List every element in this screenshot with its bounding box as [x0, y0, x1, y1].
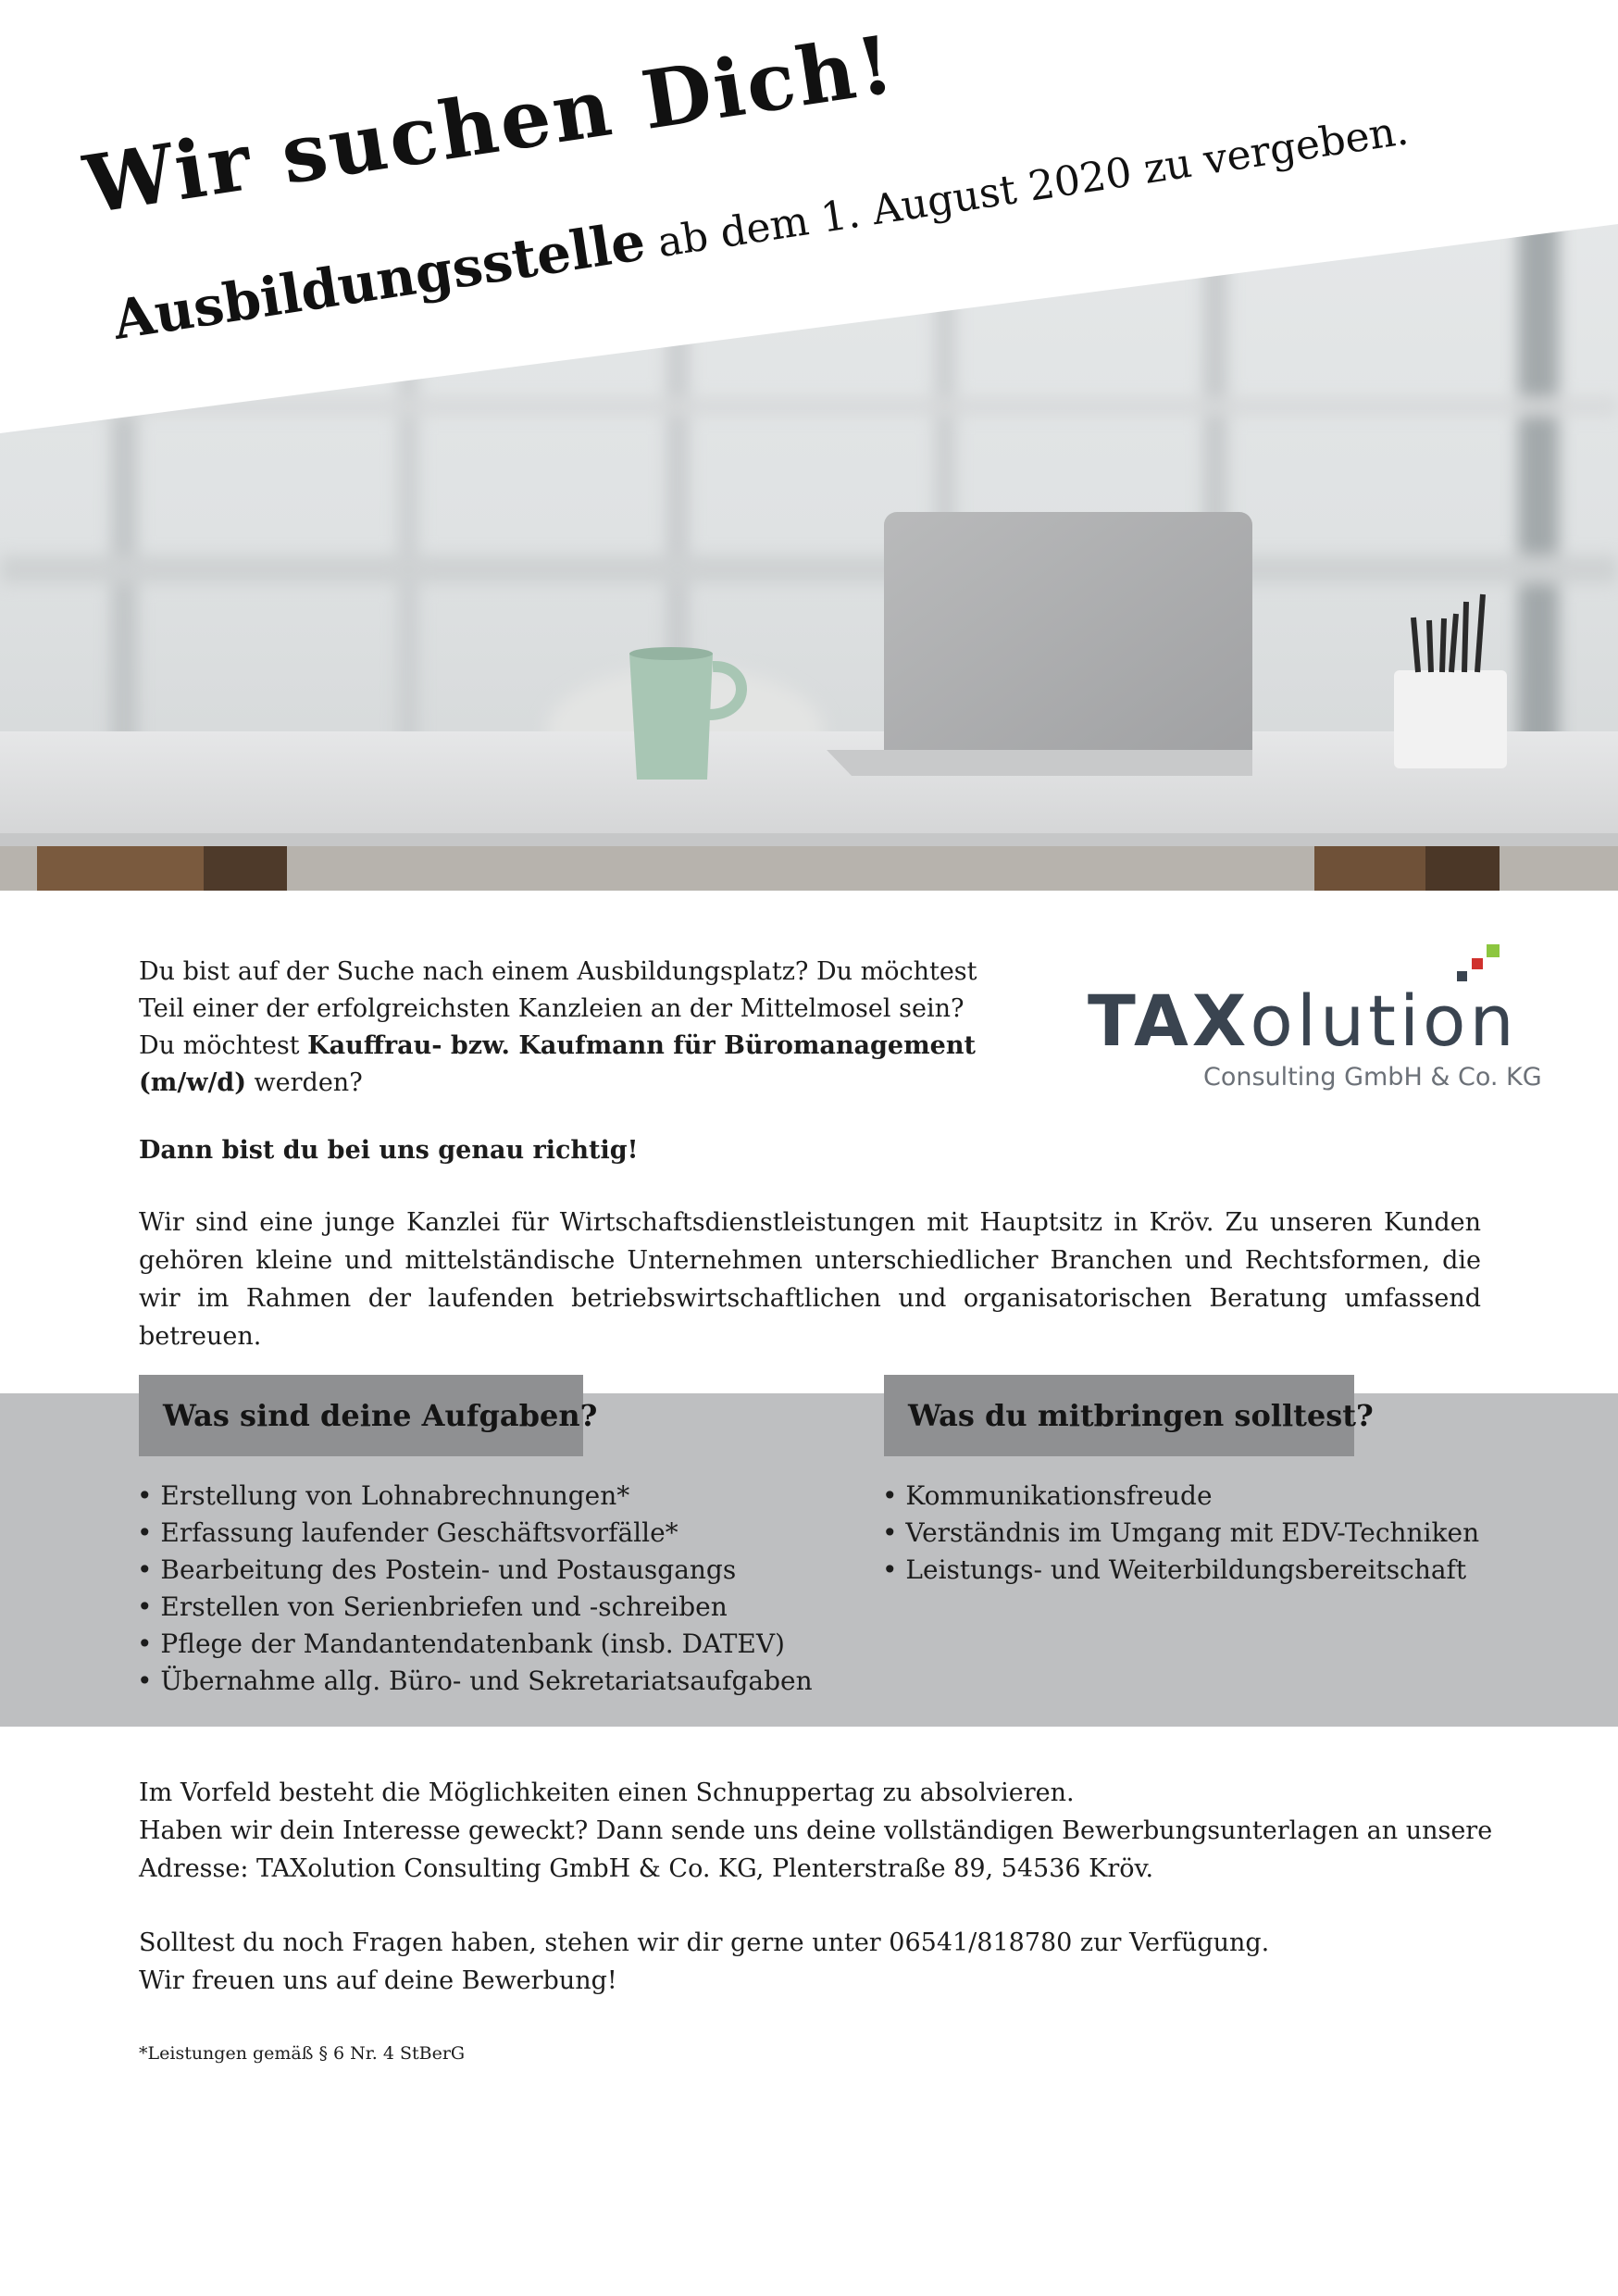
- list-item: • Kommunikationsfreude: [882, 1478, 1479, 1515]
- logo-rest: olution: [1250, 980, 1518, 1062]
- list-item: • Bearbeitung des Postein- und Postausgangs: [137, 1552, 813, 1589]
- job-title: Kauffrau- bzw. Kaufmann für Büromanagement: [307, 1031, 976, 1060]
- logo-caps: TAX: [1088, 980, 1251, 1062]
- questions-line-1: Solltest du noch Fragen haben, stehen wir dir gerne unter 06541/818780 zur Verfügung.: [139, 1928, 1270, 1957]
- headline: Wir suchen Dich!: [78, 17, 902, 232]
- requirements-heading: Was du mitbringen solltest?: [884, 1375, 1354, 1456]
- intro-line-4-suffix: werden?: [245, 1068, 363, 1097]
- tasks-heading: Was sind deine Aufgaben?: [139, 1375, 583, 1456]
- list-item: • Pflege der Mandantendatenbank (insb. DATEV): [137, 1626, 813, 1663]
- intro-paragraph: [139, 954, 1000, 1102]
- list-item: • Leistungs- und Weiterbildungsbereitschaft: [882, 1552, 1479, 1589]
- intro-line-2: Teil einer der erfolgreichsten Kanzleien an der Mittelmosel sein?: [139, 994, 965, 1023]
- company-logo: [1083, 935, 1546, 1097]
- list-item: • Erstellen von Serienbriefen und -schreiben: [137, 1589, 813, 1626]
- contact-paragraph: [139, 1924, 1509, 2000]
- about-paragraph: Wir sind eine junge Kanzlei für Wirtschaftsdienstleistungen mit Hauptsitz in Kröv. Zu unseren Kunden gehören kleine und mittelständische Unternehmen unterschiedlicher Branchen und Rechtsformen, die wir im Rahmen der laufenden betriebswirtschaftlichen und organisatorischen Beratung umfassend betreuen.: [139, 1208, 1481, 1351]
- intro-line-1: Du bist auf der Suche nach einem Ausbildungsplatz? Du möchtest: [139, 957, 977, 986]
- outro-line-1: Im Vorfeld besteht die Möglichkeiten einen Schnuppertag zu absolvieren.: [139, 1778, 1075, 1807]
- intro-line-3-prefix: Du möchtest: [139, 1031, 308, 1060]
- gender-note: (m/w/d): [139, 1068, 246, 1097]
- questions-line-2: Wir freuen uns auf deine Bewerbung!: [139, 1966, 617, 1995]
- footnote: *Leistungen gemäß § 6 Nr. 4 StBerG: [139, 2043, 466, 2064]
- list-item: • Erfassung laufender Geschäftsvorfälle*: [137, 1515, 813, 1552]
- headline-area: [0, 0, 1618, 435]
- outro-line-2: Haben wir dein Interesse geweckt? Dann sende uns deine vollständigen Bewerbungsunterlagen an unsere: [139, 1816, 1493, 1845]
- list-item: • Verständnis im Umgang mit EDV-Techniken: [882, 1515, 1479, 1552]
- subline-strong: Ausbildungsstelle: [108, 209, 650, 352]
- callout: Dann bist du bei uns genau richtig!: [139, 1136, 639, 1165]
- logo-subtitle: Consulting GmbH & Co. KG: [1203, 1063, 1542, 1092]
- requirements-list: [882, 1478, 1479, 1589]
- list-item: • Übernahme allg. Büro- und Sekretariatsaufgaben: [137, 1663, 813, 1700]
- subline-rest: ab dem 1. August 2020 zu vergeben.: [641, 106, 1412, 269]
- tasks-list: [137, 1478, 813, 1700]
- logo-wordmark: [1088, 980, 1518, 1062]
- application-paragraph: [139, 1774, 1509, 1888]
- list-item: • Erstellung von Lohnabrechnungen*: [137, 1478, 813, 1515]
- outro-line-3: Adresse: TAXolution Consulting GmbH & Co. KG, Plenterstraße 89, 54536 Kröv.: [139, 1854, 1154, 1883]
